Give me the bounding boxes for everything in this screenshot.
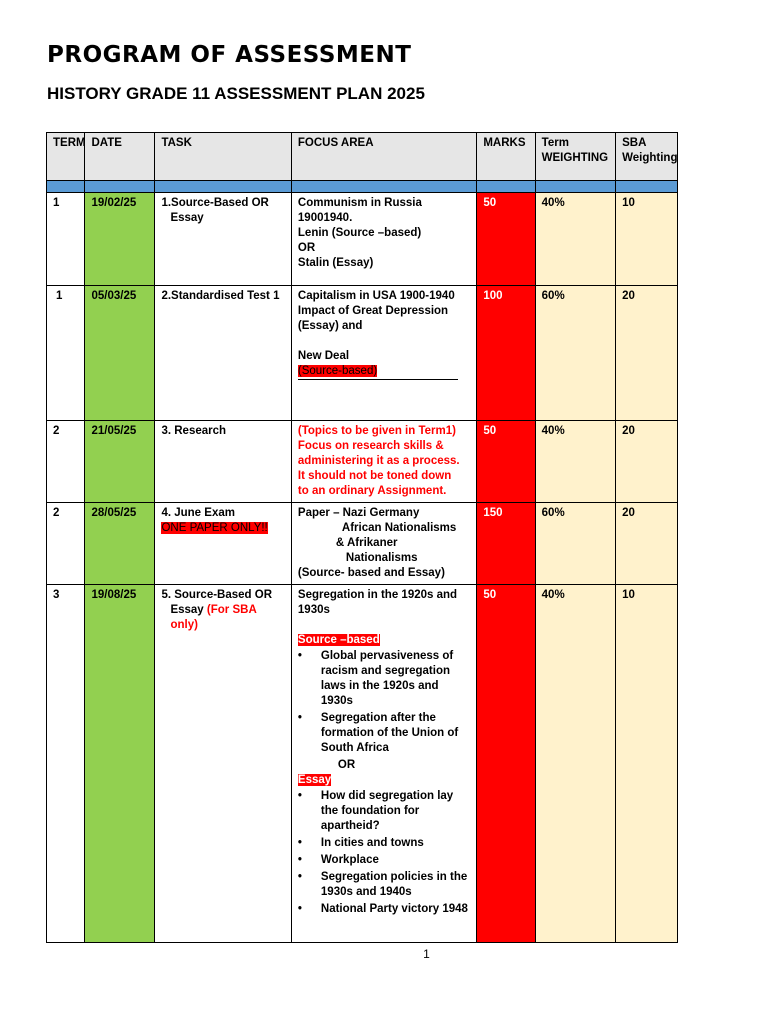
term-cell: 2 [47,503,85,585]
focus-cell [291,193,476,286]
header-date: DATE [85,133,155,181]
table-row [47,503,678,585]
essay-label-line [298,773,470,788]
list-item: • Workplace [298,853,470,868]
focus-line: Stalin (Essay) [297,257,374,269]
sba-weighting-cell: 20 [616,286,678,421]
source-based-highlight: (Source-based) [297,365,378,377]
focus-line: Focus on research skills & [297,440,444,452]
focus-line: (Source- based and Essay) [297,567,445,579]
source-bullet-list [298,649,470,756]
term-weighting-cell: 60% [535,286,615,421]
focus-line: African Nationalisms [341,522,457,534]
header-sba-weighting [616,133,678,181]
table-row [47,421,678,503]
blue-band-cell [291,181,476,193]
task-line: 3. Research [161,425,227,437]
sba-weighting-cell: 10 [616,193,678,286]
term-cell: 1 [47,286,85,421]
sba-weighting-cell: 20 [616,421,678,503]
blue-band-cell [47,181,85,193]
header-task: TASK [155,133,291,181]
blue-band-row [47,181,678,193]
blue-band-cell [155,181,291,193]
task-cell [155,503,291,585]
focus-cell [291,286,476,421]
focus-line: Segregation in the 1920s and [297,589,458,601]
task-line: 1.Source-Based OR [161,197,269,209]
header-sba-weighting-line1: SBA [622,137,647,149]
header-term-weighting-line1: Term [541,137,569,149]
page-title: PROGRAM OF ASSESSMENT [47,42,412,68]
header-sba-weighting-line2: Weighting [622,152,678,164]
underline-rule [298,379,458,380]
task-cell [155,193,291,286]
sba-weighting-cell: 20 [616,503,678,585]
page-subtitle: HISTORY GRADE 11 ASSESSMENT PLAN 2025 [47,84,425,103]
focus-blank-line [298,334,470,349]
marks-cell: 150 [477,503,535,585]
marks-cell: 50 [477,585,535,943]
focus-line: (Topics to be given in Term1) [297,425,456,437]
term-cell: 3 [47,585,85,943]
focus-line: Nationalisms [345,552,418,564]
term-cell: 1 [47,193,85,286]
focus-line: to an ordinary Assignment. [297,485,447,497]
focus-line: Paper – Nazi Germany [297,507,420,519]
or-separator: OR [337,759,356,771]
assessment-table [46,132,678,943]
header-term-weighting [535,133,615,181]
table-row [47,585,678,943]
task-line: 2.Standardised Test 1 [161,290,280,302]
task-line: 4. June Exam [161,507,235,519]
task-cell [155,286,291,421]
blue-band-cell [477,181,535,193]
source-based-label: Source –based [297,634,380,646]
list-item: • How did segregation lay the foundation for apartheid? [298,789,470,834]
task-line: 5. Source-Based OR [161,589,273,601]
sba-weighting-cell: 10 [616,585,678,943]
one-paper-only-highlight: ONE PAPER ONLY!! [161,522,268,534]
task-line: Essay [170,212,204,224]
focus-line: (Essay) and [297,320,363,332]
table-row [47,286,678,421]
header-marks: MARKS [477,133,535,181]
task-cell [155,585,291,943]
term-weighting-cell: 40% [535,193,615,286]
blue-band-cell [535,181,615,193]
focus-line: Communism in Russia [297,197,422,209]
date-cell: 28/05/25 [85,503,155,585]
focus-line: & Afrikaner [335,537,398,549]
date-cell: 21/05/25 [85,421,155,503]
focus-line: Capitalism in USA 1900-1940 [297,290,455,302]
task-highlight-line [161,521,284,536]
sba-only-note: (For SBA only) [170,604,257,631]
essay-label: Essay [297,774,332,786]
term-weighting-cell: 40% [535,421,615,503]
focus-line: Impact of Great Depression [297,305,449,317]
date-cell: 19/02/25 [85,193,155,286]
list-item: • In cities and towns [298,836,470,851]
date-cell: 05/03/25 [85,286,155,421]
focus-line: 1930s [297,604,330,616]
focus-cell [291,503,476,585]
term-weighting-cell: 60% [535,503,615,585]
date-cell: 19/08/25 [85,585,155,943]
header-focus-area: FOCUS AREA [291,133,476,181]
focus-line: Lenin (Source –based) [297,227,422,239]
marks-cell: 50 [477,421,535,503]
marks-cell: 100 [477,286,535,421]
focus-line: New Deal [297,350,350,362]
focus-blank-line [298,618,470,633]
focus-line: OR [297,242,316,254]
task-cell [155,421,291,503]
source-label-line [298,633,470,648]
term-weighting-cell: 40% [535,585,615,943]
task-line [161,603,284,633]
table-header-row [47,133,678,181]
focus-cell [291,585,476,943]
marks-cell: 50 [477,193,535,286]
blue-band-cell [616,181,678,193]
list-item: • Global pervasiveness of racism and segregation laws in the 1920s and 1930s [298,649,470,709]
list-item: • Segregation policies in the 1930s and 1940s [298,870,470,900]
blue-band-cell [85,181,155,193]
focus-line: administering it as a process. [297,455,460,467]
focus-line: It should not be toned down [297,470,452,482]
focus-cell [291,421,476,503]
term-cell: 2 [47,421,85,503]
essay-bullet-list [298,789,470,917]
focus-line: 19001940. [297,212,353,224]
task-essay-text: Essay [170,604,204,616]
page-number: 1 [423,947,430,961]
header-term: TERM [47,133,85,181]
focus-highlight-line [298,364,470,379]
header-term-weighting-line2: WEIGHTING [541,152,609,164]
list-item: • Segregation after the formation of the Union of South Africa [298,711,470,756]
list-item: • National Party victory 1948 [298,902,470,917]
table-row [47,193,678,286]
